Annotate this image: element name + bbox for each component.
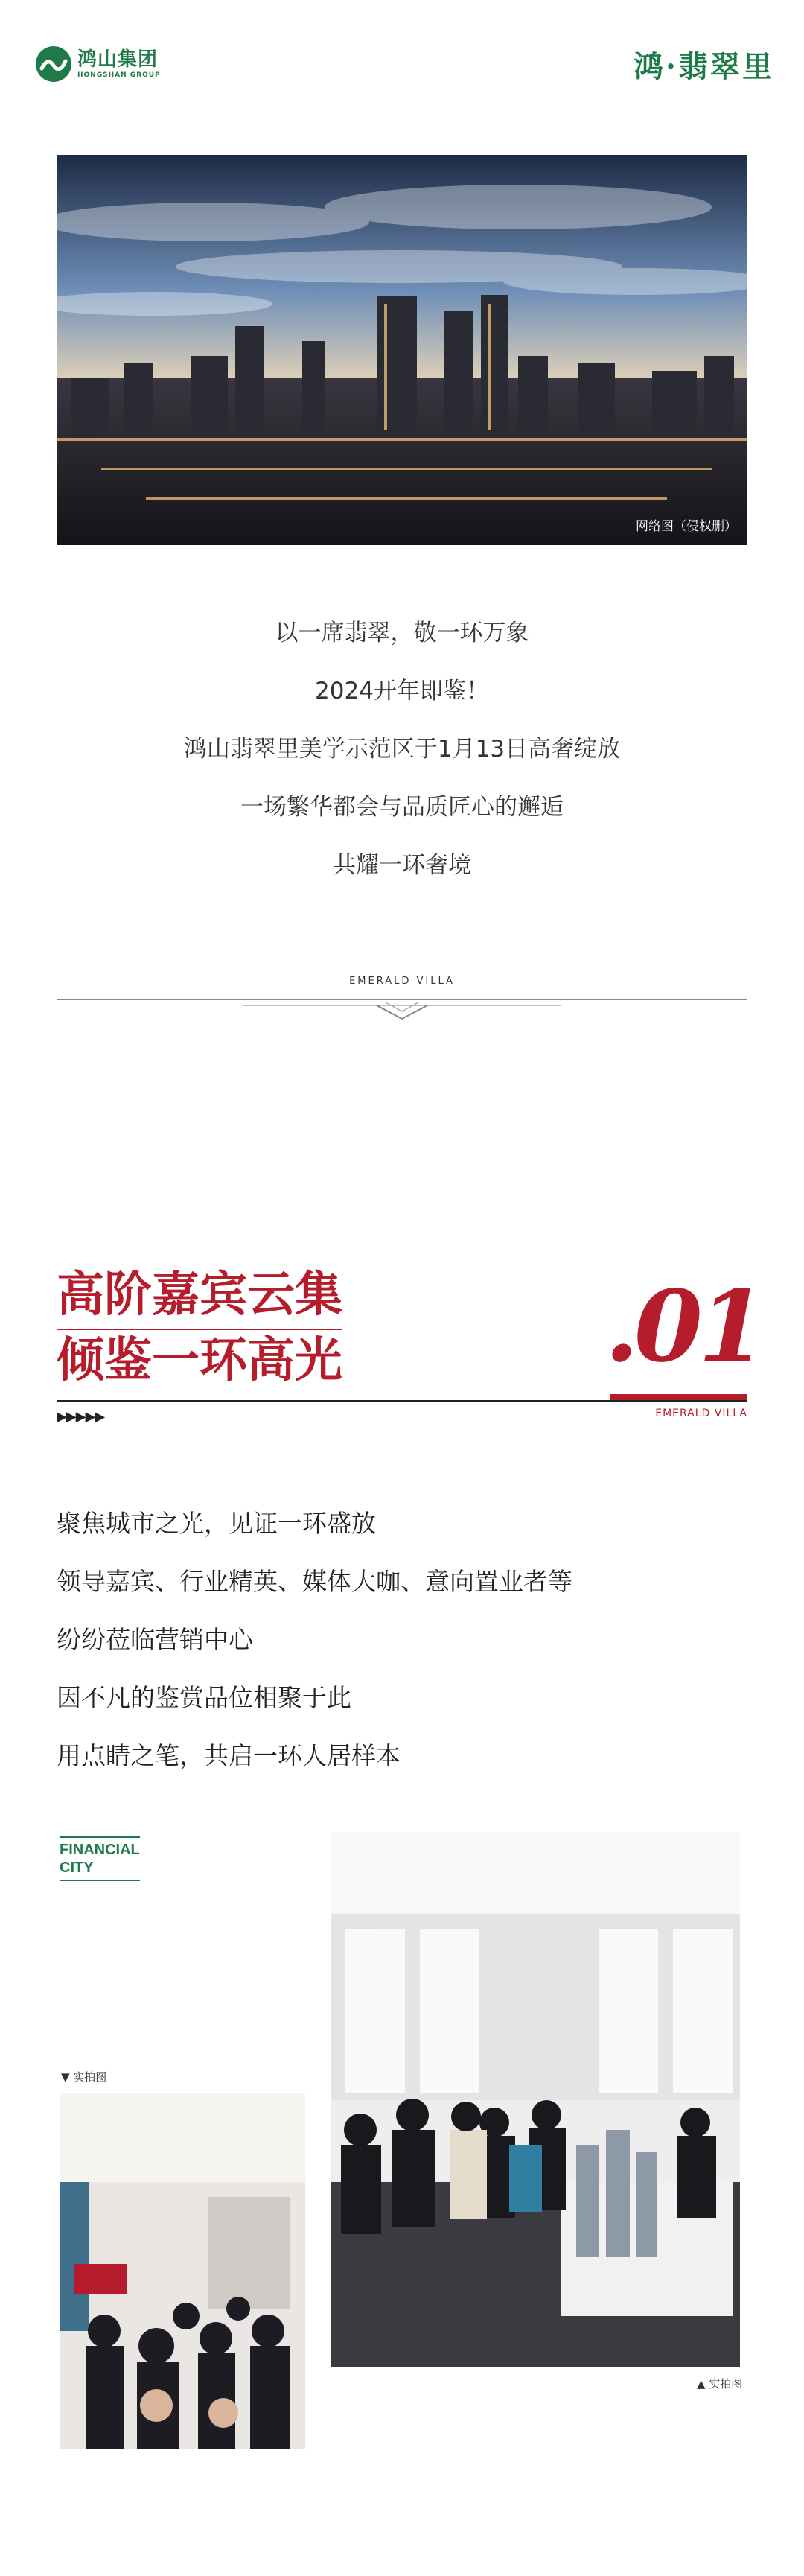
photo-tag-big: ▲ 实拍图 <box>697 2377 743 2391</box>
divider-ornament <box>57 968 747 1028</box>
photo-tag-small: ▼ 实拍图 <box>61 2070 107 2084</box>
arrows-icon: ▶▶▶▶▶ <box>57 1409 105 1425</box>
section-title <box>57 1266 342 1391</box>
financial-city-tag <box>60 1836 140 1881</box>
divider-label: EMERALD VILLA <box>349 976 455 987</box>
intro-line: 2024开年即鉴！ <box>315 678 489 705</box>
body-paragraph: 用点睛之笔，共启一环人居样本 <box>57 1741 401 1770</box>
section-title-line1: 高阶嘉宾云集 <box>57 1266 342 1330</box>
sales-center-photo-small <box>60 2093 305 2449</box>
model-viewing-illustration <box>331 1832 740 2367</box>
hongshan-group-logo <box>36 46 161 82</box>
section-title-line2: 倾鉴一环高光 <box>57 1333 342 1388</box>
hero-city-image <box>57 155 747 545</box>
brand-name-cn: 鸿山集团 <box>77 48 159 71</box>
body-paragraph: 领导嘉宾、行业精英、媒体大咖、意向置业者等 <box>57 1567 572 1596</box>
intro-text-block <box>0 614 804 904</box>
brand-name-en: HONGSHAN GROUP <box>77 71 161 79</box>
city-skyline-illustration <box>57 155 747 545</box>
tag-line1: FINANCIAL <box>60 1842 140 1858</box>
hongshan-logo-icon <box>36 46 71 82</box>
crowd-illustration <box>60 2093 305 2449</box>
section-rule <box>57 1400 747 1402</box>
project-logo: 鸿·翡翠里 <box>634 49 774 84</box>
tag-line2: CITY <box>60 1860 94 1876</box>
body-paragraph: 聚焦城市之光，见证一环盛放 <box>57 1509 376 1538</box>
body-paragraph: 纷纷莅临营销中心 <box>57 1625 253 1654</box>
intro-line: 鸿山翡翠里美学示范区于1月13日高奢绽放 <box>183 736 621 763</box>
section-red-accent <box>610 1394 747 1400</box>
body-paragraph: 因不凡的鉴赏品位相聚于此 <box>57 1683 351 1712</box>
intro-line: 共耀一环奢境 <box>333 852 471 879</box>
section-number: .01 <box>604 1269 762 1384</box>
section-body-text <box>57 1504 572 1795</box>
intro-line: 一场繁华都会与品质匠心的邂逅 <box>240 794 564 821</box>
sales-center-photo-large <box>331 1832 740 2367</box>
intro-line: 以一席翡翠，敬一环万象 <box>275 620 529 646</box>
hero-caption: 网络图（侵权删） <box>636 519 737 534</box>
section-subtitle: EMERALD VILLA <box>655 1408 747 1419</box>
emerald-villa-divider <box>57 968 747 1028</box>
